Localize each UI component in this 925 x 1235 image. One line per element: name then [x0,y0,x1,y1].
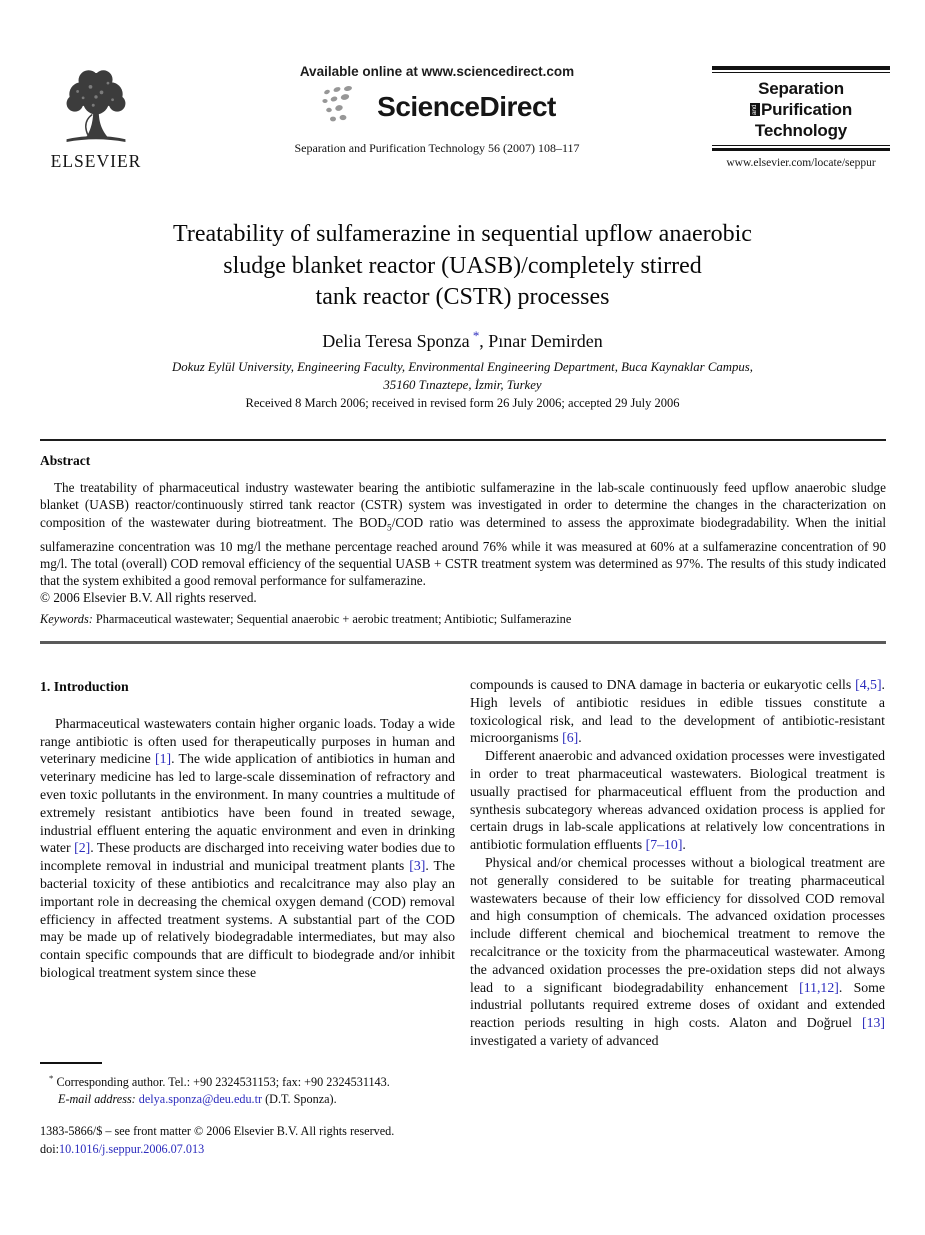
nameplate-title [712,73,890,145]
nameplate-rule-bottom-thin [712,145,890,146]
text-segment: E-mail address: [58,1092,136,1107]
abstract-text [40,479,886,589]
text-segment: Physical and/or chemical processes without a biological treatment are not generally considered to be suitable for treating pharmaceutical wastewaters because of their low efficiency for dissolved COD removal and high consumption of chemicals. The advanced oxidation processes include different chemical and biochemical treatment to remove the recalcitrance or the toxicity from the pharmaceutical wastewater. Among the advanced oxidation processes the pre-oxidation steps did not always lead to a significant biodegradability enhancement [470,854,885,995]
text-segment: compounds is caused to DNA damage in bacteria or eukaryotic cells [470,677,856,692]
title-line: sludge blanket reactor (UASB)/completely stirred [223,252,702,279]
inline-reference-link[interactable]: [3] [409,858,426,874]
body-paragraph [40,715,455,982]
abstract-heading: Abstract [40,453,91,468]
text-segment: . [578,730,582,746]
nameplate-and-badge: and [750,104,758,115]
text-segment: . The wide application of antibiotics in human and veterinary medicine has led to large-scale dissemination of refractory and even toxic pollutants in the environment. In many countries a multitude of extremely resistant antibiotics have been found in treated sewage, industrial effluent entering the aquatic environment and even in drinking water [40,751,455,856]
inline-reference-link[interactable]: [7–10] [645,837,683,853]
affiliation-line: 35160 Tınaztepe, İzmir, Turkey [383,377,542,392]
doi-line [40,1141,470,1159]
text-segment: 5 [386,523,392,534]
nameplate-line3: Technology [754,121,848,140]
doi-link[interactable]: 10.1016/j.seppur.2006.07.013 [58,1141,205,1156]
right-column [470,676,885,1050]
nameplate-line1: Separation [758,79,844,98]
sciencedirect-wordmark: ScienceDirect [377,91,556,122]
journal-citation: Separation and Purification Technology 56 (2007) 108–117 [294,141,580,155]
nameplate-line2-text: Purification [760,100,853,119]
text-segment: investigated a variety of advanced [470,1032,659,1048]
copyright-line: © 2006 Elsevier B.V. All rights reserved. [40,590,257,606]
affiliation [0,359,925,394]
inline-reference-link[interactable]: [6] [562,730,579,746]
body-paragraph [470,854,885,1050]
imprint-block [40,1123,470,1158]
available-online-link[interactable]: Available online at www.sciencedirect.com [299,64,575,79]
received-dates: Received 8 March 2006; received in revised form 26 July 2006; accepted 29 July 2006 [245,396,680,410]
text-segment: Different anaerobic and advanced oxidation processes were investigated in order to treat pharmaceutical wastewaters. Biological treatment is usually practised for pharmaceutical effluent from the production and synthesis subcategory whereas advanced oxidation process is applied for certain drugs in lab-scale applications at relatively low concentrations in antibiotic formulation effluents [470,748,885,853]
email-link[interactable]: delya.sponza@deu.edu.tr [138,1092,263,1107]
footnote-contact [40,1070,462,1092]
text-segment: Corresponding author. Tel.: +90 2324531153; fax: +90 2324531143. [53,1074,390,1089]
text-segment: * [49,1072,54,1083]
title-line: tank reactor (CSTR) processes [315,284,610,310]
sciencedirect-dots-icon [318,86,372,128]
header-center [212,64,662,156]
title-line: Treatability of sulfamerazine in sequential upflow anaerobic [173,221,752,247]
author-name: , Pınar Demirden [479,331,603,351]
nameplate-line2 [714,99,888,120]
author-list [0,328,925,352]
nameplate-rule-top-thick [712,66,890,70]
text-segment: Pharmaceutical wastewaters contain higher organic loads. Today a wide range antibiotic is often used for therapeutically purposes in human and veterinary medicine [40,715,455,767]
text-segment: . The bacterial toxicity of these antibiotics and recalcitrance may also play an important role in decreasing the chemical oxygen demand (COD) removal efficiency in affected treatment systems. A substantial part of the COD may be made up of relatively biodegradable intermediates, but may also contain specific compounds that are difficult to biodegrade and/or inhibit biological treatment system since these [40,858,455,980]
text-segment: /COD ratio was determined to assess the approximate biodegradability. When the initial sulfamerazine concentration was 10 mg/l the methane percentage reached around 76% while it was measured at 60% at a sulfamerazine concentration of 90 mg/l. The total (overall) COD removal efficiency of the sequential UASB + CSTR treatment system was determined as 97%. The results of this study indicated that the system exhibited a good removal performance for sulfamerazine. [40,514,887,589]
nameplate-rule-bottom-thick [712,148,890,151]
keywords-bottom-rule [40,641,886,644]
elsevier-logo [44,66,148,172]
elsevier-wordmark: ELSEVIER [50,151,142,171]
corresponding-author-asterisk[interactable]: * [469,328,480,343]
author-name: Delia Teresa Sponza [322,331,470,351]
keywords-line [40,612,886,627]
footnote-rule [40,1062,102,1064]
affiliation-line: Dokuz Eylül University, Engineering Faculty, Environmental Engineering Department, Buca Kaynaklar Campus, [172,360,753,374]
text-segment: . These products are discharged into receiving water bodies due to incomplete removal in industrial and municipal treatment plants [40,840,455,874]
sciencedirect-logo [212,84,662,130]
journal-url-link[interactable]: www.elsevier.com/locate/seppur [726,157,876,169]
left-column [40,676,455,1050]
text-segment: (D.T. Sponza). [262,1092,337,1107]
inline-reference-link[interactable]: [11,12] [799,979,839,995]
text-segment: doi: [40,1141,59,1156]
text-segment: . Some industrial pollutants required extreme doses of oxidant and extended reaction periods resulting in high costs. Alaton and Doğruel [470,979,886,1031]
abstract-section [40,479,886,607]
body-paragraph [470,676,885,747]
body-paragraph [470,747,885,854]
inline-reference-link[interactable]: [2] [74,840,91,856]
text-segment: The treatability of pharmaceutical industry wastewater bearing the antibiotic sulfamerazine in the lab-scale continuously feed upflow anaerobic sludge blanket (UASB) reactor/continuously stirred tank reactor (CSTR) system was investigated in order to determine the changes in the characterization on composition of the wastewater during biotreatment. The BOD [40,480,886,530]
footnote-email [40,1091,462,1109]
text-segment: . High levels of antibiotic residues in edible tissues constitute a toxicological risk, and lead to the development of antibiotic-resistant microorganisms [470,677,885,746]
text-segment: Pharmaceutical wastewater; Sequential anaerobic + aerobic treatment; Antibiotic; Sulfamerazine [92,612,572,626]
article-body [40,676,886,1050]
inline-reference-link[interactable]: [4,5] [855,677,882,692]
journal-nameplate [712,66,890,169]
inline-reference-link[interactable]: [1] [154,751,172,767]
corresponding-author-footnote [40,1062,462,1109]
text-segment: . [682,837,686,853]
issn-line: 1383-5866/$ – see front matter © 2006 Elsevier B.V. All rights reserved. [40,1124,395,1138]
inline-reference-link[interactable]: [13] [862,1015,885,1031]
text-segment: Keywords: [40,612,93,626]
elsevier-tree-icon [50,66,142,150]
article-title [60,219,865,314]
section-heading-introduction: 1. Introduction [40,679,129,694]
abstract-top-rule [40,439,886,441]
